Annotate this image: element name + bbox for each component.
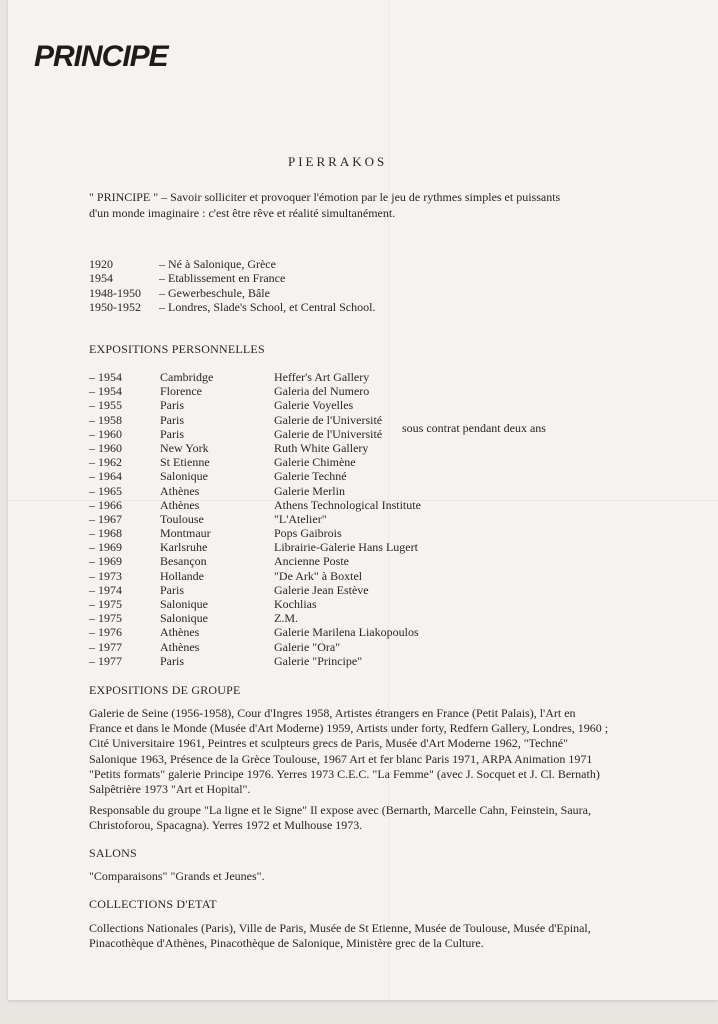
exhibition-venue: Galerie Techné [274, 469, 347, 484]
exhibition-row [89, 554, 421, 568]
biography-text: – Etablissement en France [159, 271, 286, 286]
exhibition-year: – 1976 [89, 625, 122, 640]
exhibition-row [89, 398, 421, 412]
exhibition-city: Paris [160, 412, 184, 427]
exhibition-venue: Galerie de l'Université [274, 412, 383, 427]
exhibition-row [89, 370, 421, 384]
biography-year: 1950-1952 [89, 299, 141, 314]
biography-list [89, 257, 375, 314]
exhibition-row [89, 441, 421, 455]
exhibition-row [89, 640, 421, 654]
group-responsible-text: Responsable du groupe "La ligne et le Signe" Il expose avec (Bernarth, Marcelle Cahn, Feinstein, Saura, Christoforou, Spacagna). Yerres 1972 et Mulhouse 1973. [89, 803, 591, 833]
biography-text: – Londres, Slade's School, et Central School. [159, 299, 376, 314]
exhibition-city: Paris [160, 582, 184, 597]
exhibition-year: – 1954 [89, 370, 122, 384]
exhibition-venue: Galerie Marilena Liakopoulos [274, 625, 419, 640]
group-exhibitions-heading: EXPOSITIONS DE GROUPE [89, 683, 241, 697]
exhibition-venue: Galerie Merlin [274, 483, 345, 498]
exhibition-venue: Heffer's Art Gallery [274, 370, 370, 384]
exhibition-year: – 1962 [89, 455, 122, 470]
exhibition-row [89, 540, 421, 554]
exhibition-venue: "De Ark" à Boxtel [274, 568, 363, 583]
exhibition-row [89, 625, 421, 639]
exhibition-year: – 1954 [89, 384, 122, 399]
exhibition-year: – 1967 [89, 511, 122, 526]
biography-text: – Né à Salonique, Grèce [159, 257, 276, 271]
exhibition-city: Athènes [160, 625, 200, 640]
exhibition-row [89, 498, 421, 512]
exhibition-city: Besançon [160, 554, 207, 569]
exhibition-year: – 1958 [89, 412, 122, 427]
biography-row [89, 257, 375, 271]
exhibition-row [89, 455, 421, 469]
exhibition-year: – 1960 [89, 440, 122, 455]
exhibition-year: – 1973 [89, 568, 122, 583]
exhibition-row [89, 512, 421, 526]
exhibition-row [89, 469, 421, 483]
exhibition-row [89, 654, 421, 668]
exhibition-row [89, 427, 421, 441]
solo-exhibitions-heading: EXPOSITIONS PERSONNELLES [89, 342, 265, 356]
biography-text: – Gewerbeschule, Bâle [159, 285, 270, 300]
exhibition-row [89, 569, 421, 583]
exhibition-city: Athènes [160, 497, 200, 512]
exhibition-row [89, 413, 421, 427]
exhibition-venue: Galerie Voyelles [274, 398, 354, 413]
exhibition-city: Paris [160, 426, 184, 441]
exhibition-year: – 1975 [89, 611, 122, 626]
exhibition-venue: Librairie-Galerie Hans Lugert [274, 540, 418, 555]
exhibition-year: – 1966 [89, 497, 122, 512]
exhibition-city: Athènes [160, 483, 200, 498]
exhibition-venue: Pops Gaibrois [274, 526, 342, 541]
exhibition-city: Montmaur [160, 526, 211, 541]
exhibition-city: Hollande [160, 568, 204, 583]
solo-exhibitions-list [89, 370, 421, 668]
exhibition-city: Toulouse [160, 511, 204, 526]
exhibition-year: – 1968 [89, 526, 122, 541]
exhibition-city: Cambridge [160, 370, 214, 384]
exhibition-venue: Kochlias [274, 597, 317, 611]
biography-row [89, 286, 375, 300]
exhibition-venue: Ruth White Gallery [274, 440, 369, 455]
contract-note: sous contrat pendant deux ans [402, 421, 546, 435]
biography-row [89, 300, 375, 314]
exhibition-city: Salonique [160, 611, 208, 626]
exhibition-row [89, 526, 421, 540]
exhibition-year: – 1969 [89, 554, 122, 569]
exhibition-city: New York [160, 440, 209, 455]
exhibition-year: – 1960 [89, 426, 122, 441]
exhibition-year: – 1975 [89, 597, 122, 611]
page-title: PIERRAKOS [288, 154, 388, 169]
exhibition-year: – 1955 [89, 398, 122, 413]
exhibition-venue: Athens Technological Institute [274, 497, 421, 512]
exhibition-year: – 1977 [89, 639, 122, 654]
biography-year: 1954 [89, 271, 113, 286]
group-exhibitions-text: Galerie de Seine (1956-1958), Cour d'Ingres 1958, Artistes étrangers en France (Petit Palais), l'Art en France et dans le Monde (Musée d'Art Moderne) 1959, Artists under forty, Redfern Gallery, Londres, 1960 ; Cité Universitaire 1961, Peintres et sculpteurs grecs de Paris, Musée d'Art Moderne 1962, "Techné" Salonique 1963, Présence de la Grèce Toulouse, 1967 Art et fer blanc Paris 1971, ARPA Animation 1971 "Petits formats" galerie Principe 1976. Yerres 1973 C.E.C. "La Femme" (avec J. Socquet et J. Cl. Bernath) Salpêtrière 1973 "Art et Hopital". [89, 706, 609, 797]
exhibition-city: Paris [160, 398, 184, 413]
exhibition-venue: Galerie "Ora" [274, 639, 341, 654]
exhibition-venue: Z.M. [274, 611, 298, 626]
exhibition-city: Athènes [160, 639, 200, 654]
exhibition-year: – 1969 [89, 540, 122, 555]
biography-row [89, 271, 375, 285]
exhibition-row [89, 583, 421, 597]
biography-year: 1920 [89, 257, 113, 271]
exhibition-row [89, 484, 421, 498]
exhibition-city: Salonique [160, 597, 208, 611]
exhibition-venue: Ancienne Poste [274, 554, 349, 569]
exhibition-venue: Galerie Chimène [274, 455, 356, 470]
biography-year: 1948-1950 [89, 285, 141, 300]
exhibition-city: Florence [160, 384, 202, 399]
exhibition-row [89, 597, 421, 611]
exhibition-venue: "L'Atelier" [274, 511, 327, 526]
collections-text: Collections Nationales (Paris), Ville de Paris, Musée de St Etienne, Musée de Toulouse, Musée d'Epinal, Pinacothèque d'Athènes, Pinacothèque de Salonique, Ministère grec de la Culture. [89, 921, 591, 951]
exhibition-venue: Galerie de l'Université [274, 426, 383, 441]
exhibition-city: Salonique [160, 469, 208, 484]
exhibition-city: Paris [160, 653, 184, 668]
exhibition-city: St Etienne [160, 455, 210, 470]
collections-heading: COLLECTIONS D'ETAT [89, 897, 217, 911]
intro-paragraph: " PRINCIPE " – Savoir solliciter et provoquer l'émotion par le jeu de rythmes simples et puissants d'un monde imaginaire : c'est être rêve et réalité simultanément. [89, 190, 561, 220]
exhibition-venue: Galerie "Principe" [274, 653, 363, 668]
principe-logo: PRINCIPE [34, 40, 168, 73]
exhibition-venue: Galerie Jean Estève [274, 582, 369, 597]
salons-heading: SALONS [89, 846, 137, 860]
exhibition-year: – 1974 [89, 582, 122, 597]
exhibition-row [89, 611, 421, 625]
exhibition-row [89, 384, 421, 398]
salons-text: "Comparaisons" "Grands et Jeunes". [89, 869, 265, 883]
exhibition-year: – 1964 [89, 469, 122, 484]
exhibition-year: – 1965 [89, 483, 122, 498]
exhibition-venue: Galeria del Numero [274, 384, 370, 399]
exhibition-city: Karlsruhe [160, 540, 208, 555]
exhibition-year: – 1977 [89, 653, 122, 668]
